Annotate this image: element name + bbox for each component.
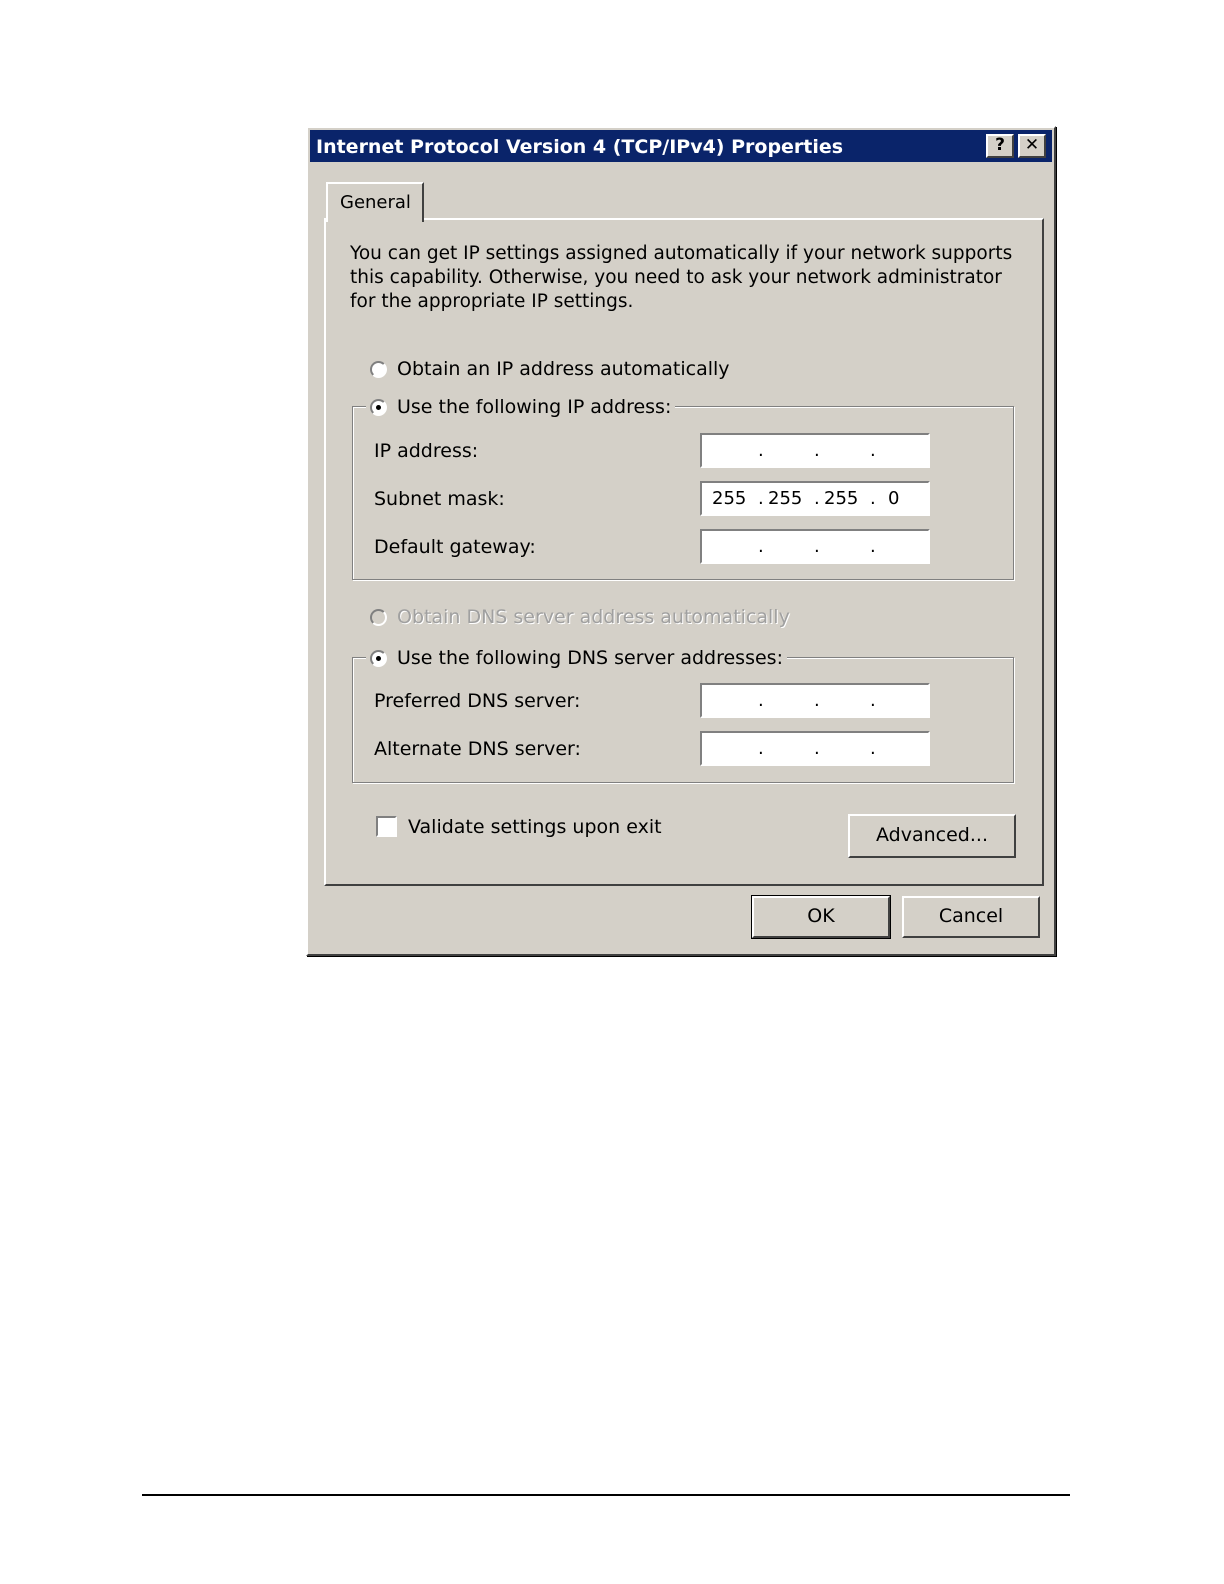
close-button[interactable]: [1018, 134, 1046, 158]
title-bar[interactable]: [310, 130, 1052, 162]
octet-separator: .: [758, 690, 764, 711]
tab-general-label: General: [340, 192, 411, 213]
cancel-button[interactable]: [902, 896, 1040, 938]
subnet-mask-octet: 255: [824, 488, 859, 509]
ipv4-properties-dialog: [306, 126, 1056, 956]
validate-settings-label[interactable]: Validate settings upon exit: [408, 816, 662, 838]
help-button[interactable]: [986, 134, 1014, 158]
octet-separator: .: [814, 738, 820, 759]
tab-general[interactable]: [326, 182, 424, 222]
description-line: You can get IP settings assigned automatically if your network supports: [350, 243, 1013, 264]
subnet-mask-octet: 255: [712, 488, 747, 509]
octet-separator: .: [870, 738, 876, 759]
default-gateway-label: Default gateway:: [374, 536, 536, 558]
help-icon: ?: [995, 135, 1005, 155]
window-title: Internet Protocol Version 4 (TCP/IPv4) Properties: [316, 136, 844, 158]
octet-separator: .: [758, 536, 764, 557]
octet-separator: .: [814, 536, 820, 557]
tab-panel: [324, 218, 1044, 886]
ok-button-label: OK: [807, 905, 835, 927]
use-following-ip-label: Use the following IP address:: [397, 396, 672, 418]
subnet-mask-octet: 0: [888, 488, 900, 509]
alternate-dns-label: Alternate DNS server:: [374, 738, 581, 760]
octet-separator: .: [870, 440, 876, 461]
octet-separator: .: [870, 488, 876, 509]
obtain-ip-auto-label: Obtain an IP address automatically: [397, 358, 730, 380]
preferred-dns-label: Preferred DNS server:: [374, 690, 581, 712]
octet-separator: .: [758, 440, 764, 461]
page-footer-rule: [142, 1494, 1070, 1496]
subnet-mask-octet: 255: [768, 488, 803, 509]
octet-separator: .: [814, 690, 820, 711]
subnet-mask-label: Subnet mask:: [374, 488, 505, 510]
octet-separator: .: [758, 488, 764, 509]
advanced-button-label: Advanced...: [876, 824, 988, 846]
octet-separator: .: [870, 536, 876, 557]
cancel-button-label: Cancel: [938, 905, 1004, 927]
ok-button[interactable]: [752, 896, 890, 938]
close-icon: ✕: [1024, 135, 1040, 155]
octet-separator: .: [870, 690, 876, 711]
octet-separator: .: [814, 488, 820, 509]
use-following-dns-label: Use the following DNS server addresses:: [397, 647, 783, 669]
octet-separator: .: [758, 738, 764, 759]
obtain-dns-auto-label: Obtain DNS server address automatically: [397, 606, 790, 628]
octet-separator: .: [814, 440, 820, 461]
description-line: this capability. Otherwise, you need to ask your network administrator: [350, 267, 1002, 288]
description-line: for the appropriate IP settings.: [350, 291, 634, 312]
ip-address-label: IP address:: [374, 440, 479, 462]
